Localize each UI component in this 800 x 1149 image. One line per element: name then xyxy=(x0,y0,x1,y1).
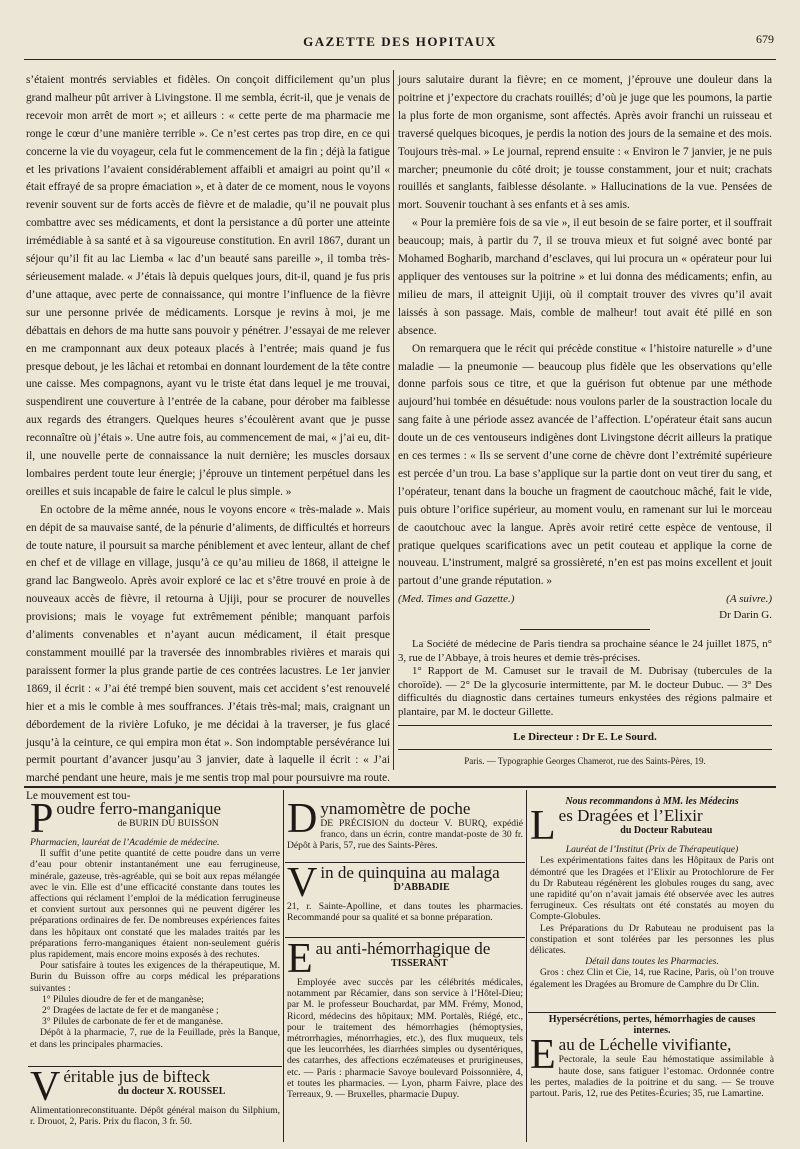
ad-subtitle: Lauréat de l’Institut (Prix de Thérapeutique) xyxy=(565,844,739,856)
ad-title: in de quinquina au malaga xyxy=(320,864,500,882)
ad-title: es Dragées et l’Elixir xyxy=(558,806,703,826)
article-paragraph: « Pour la première fois de sa vie », il eut besoin de se faire porter, et il souffrait beaucoup; mais, à partir du 7, il se trouva mieux et fut soigné avec bonté par Mohamed Bogharib, marchand d’esclaves, qui lui procura un « opérateur pour lui appliquer des ventouses sur la poitrine » et lui donna des médicaments; enfin, au milieu de mars, il atteignit Ujiji, où il comptait trouver des vivres qu’il avait laissés à son passage. Mais, comble de malheur! tout avait été pillé en son absence. xyxy=(398,217,772,337)
ad-title: au de Léchelle vivifiante, xyxy=(558,1035,732,1055)
ad-item: 2° Dragées de lactate de fer et de manganèse ; xyxy=(42,1005,219,1017)
ad-byline: de BURIN DU BUISSON xyxy=(117,818,219,829)
ad-dynamometre xyxy=(287,800,523,860)
ad-byline: du docteur X. ROUSSEL xyxy=(117,1086,226,1097)
ad-byline: TISSERANT xyxy=(390,958,448,969)
ad-divider xyxy=(285,862,525,863)
article-right-column xyxy=(398,72,772,771)
ad-depot: Dépôt à la pharmacie, 7, rue de la Feuillade, près la Banque, et dans les principales pharmacies. xyxy=(30,1027,280,1050)
notice-paragraph: 1° Rapport de M. Camuset sur le travail de M. Dubrisay (tubercules de la choroïde). — 2° De la glycosurie intermittente, par M. le docteur Dubuc. — 3° Des difficultés du diagnostic dans certaines tumeurs enkystées des régions palmaire et plantaire, par M. le docteur Gillette. xyxy=(398,665,772,718)
drop-cap: P xyxy=(30,800,54,842)
ad-divider xyxy=(285,937,525,938)
drop-cap: V xyxy=(30,1068,61,1110)
ad-eau-de-lechelle xyxy=(530,1014,774,1142)
drop-cap: V xyxy=(287,864,318,906)
ad-body: 21, r. Sainte-Apolline, et dans toutes les pharmacies. Recommandé pour sa qualité et sa bonne préparation. xyxy=(287,901,523,924)
ad-banner: Nous recommandons à MM. les Médecins xyxy=(565,796,739,807)
ad-vin-de-quinquina xyxy=(287,864,523,934)
ad-body: Alimentationreconstituante. Dépôt général maison du Silphium, r. Drouot, 2, Paris. Prix du flacon, 3 fr. 50. xyxy=(30,1105,280,1128)
article-paragraph: jours salutaire durant la fièvre; en ce moment, j’éprouve une douleur dans la poitrine et j’expectore du crachats rouillés; d’où je juge que les poumons, la partie la plus forte de mon organisme, sont affectés. Après avoir franchi un ruisseau et traversé quelques bicoques, je perdis la notion des jours de la semaine et des mois. Toujours très-mal. » Le journal, reprend ensuite : « Environ le 7 janvier, je ne puis marcher; pneumonie du côté droit; je tousse constamment, jour et nuit; crachats rouillés et sanglants, faiblesse désolante. » Hallucinations de la vue. Pensées de mort. Souvenir touchant à ses enfants et à ses amis. xyxy=(398,74,772,212)
ad-byline: du Docteur Rabuteau xyxy=(620,825,713,837)
drop-cap: L xyxy=(530,803,556,850)
article-signature xyxy=(398,591,772,623)
ad-body: Employée avec succès par les célébrités médicales, notamment par Récamier, dans son service à l’Hôtel-Dieu; par M. le professeur Bouchardat, par MM. Frémy, Monod, Ricord, médecins des hôpitaux; MM. Portalès, Riégé, etc., pour le traitement des hémorrhagies (hémoptysies, métrorrhagies, ménorrhagies, etc.), des flux muqueux, tels que les leucorrhées, les diarrhées simples ou dysentériques, des catarrhes, des affections eczémateuses et prurigineuses, etc. — Paris : pharmacie Savoye boulevard Poissonnière, 4, et toutes les pharmacies. — Lyon, pharm Faivre, place des Terreaux, 9. — Bruxelles, pharmacie Dupuy. xyxy=(287,977,523,1101)
ad-eau-anti-hemorrhagique xyxy=(287,940,523,1142)
article-source: (Med. Times and Gazette.) xyxy=(398,593,515,606)
header-rule xyxy=(24,59,776,60)
article-paragraph: On remarquera que le récit qui précède constitue « l’histoire naturelle » d’une maladie — la pneumonie — beaucoup plus fidèle que les observations qu’elle donne parfois sous ce titre, et que la guérison fut obtenue par une méthode aujourd’hui tombée en désuétude: nous voulons parler de la soustraction locale du sang faite à une période assez avancée de l’affection. L’opérateur était sans aucun doute un de ces ventouseurs indigènes dont Livingstone décrit ailleurs la pratique en ces termes : « Ils se servent d’une corne de chèvre dont l’extrémité supérieure est percée d’un trou. La base s’applique sur la partie dont on veut tirer du sang, et l’opérateur, tenant dans la bouche un fragment de caoutchouc mâché, fait le vide, puis obture l’orifice supérieur, au moment voulu, en ramenant sur lui le morceau de caoutchouc avec la langue. Après avoir retiré cette espèce de ventouse, il pratique quelques scarifications avec un petit couteau et applique la corne de nouveau. L’instrument, malgré sa grossièreté, n’en est pas moins excellent et jouit partout d’une grande réputation. » xyxy=(398,342,772,588)
ad-subtitle: Pharmacien, lauréat de l’Académie de médecine. xyxy=(30,837,220,848)
ad-body: DE PRÉCISION du docteur V. BURQ, expédié franco, dans un écrin, contre mandat-poste de 30 fr. Dépôt à Paris, 57, rue des Saints-Pères. xyxy=(287,818,523,852)
to-be-continued: (A suivre.) xyxy=(726,593,772,606)
ad-body: Les Préparations du Dr Rabuteau ne produisent pas la constipation et sont tolérées par les personnes les plus délicates. xyxy=(530,922,774,957)
drop-cap: D xyxy=(287,800,318,842)
drop-cap: E xyxy=(530,1032,556,1079)
ad-divider xyxy=(526,790,527,1142)
journal-title: GAZETTE DES HOPITAUX xyxy=(303,34,497,49)
ad-poudre-ferro-manganique xyxy=(30,800,280,1065)
page-number: 679 xyxy=(756,32,774,46)
ads-top-rule xyxy=(24,786,776,788)
director-line: Le Directeur : Dr E. Le Sourd. xyxy=(513,731,657,744)
notice-paragraph: La Société de médecine de Paris tiendra sa prochaine séance le 24 juillet 1875, n° 3, rue de l’Abbaye, à trois heures et demie très-précises. xyxy=(398,638,772,664)
page-header xyxy=(24,26,776,60)
ad-item: 3° Pilules de carbonate de fer et de manganèse. xyxy=(42,1016,223,1028)
separator xyxy=(520,629,650,630)
article-paragraph: s’étaient montrés serviables et fidèles. On conçoit difficilement qu’un plus grand malheur pût arriver à Livingstone. Il me sembla, écrit-il, que je venais de recevoir mon arrêt de mort »; et ailleurs : « cette perte de ma pharmacie me ronge le cœur d’une manière terrible ». Ce n’est certes pas trop dire, en ce qui concerne la vie du voyageur, cela fut le commencement de la fin ; déjà la fatigue et les privations l’avaient considérablement affaibli et amaigri au point qu’il « était effrayé de sa propre émaciation », et à dater de ce moment, nous le voyons revenir souvent sur de forts accès de fièvre et de maladie, qu’il ne pouvait plus combattre avec ses médicaments, et dont la persistance a dû porter une atteinte irrémédiable à sa santé et à sa vigoureuse constitution. En avril 1867, durant un séjour qu’il fit au lac Liemba « lac d’un beauté sans pareille », il tomba très-sérieusement malade. « J’étais là depuis quelques jours, dit-il, quand je fus pris d’une attaque, avec perte de connaissance, qui montre l’influence de la fièvre sur une personne privée de médicaments. Lorsque je revins à moi, je me débattais en dehors de ma hutte sans pouvoir y pénétrer. J’essayai de me relever en me cramponnant aux deux poteaux placés à l’entrée; mais quand je fus presque debout, je les lâchai et retombai en donnant lourdement de la tête contre une caisse. Mes compagnons, ayant vu le triste état dans lequel je me trouvai, suspendirent une couverture à l’entrée de la cabane, pour dérober ma faiblesse aux regards des étrangers. Quelques heures s’écoulèrent avant que je pusse reconnaître où j’étais ». Une autre fois, au commencement de mai, « j’ai eu, dit-il, une nouvelle perte de connaissance la nuit dernière; les muscles dorsaux lombaires perdent toute leur énergie; j’éprouve un tintement perpétuel dans les oreilles et suis incapable de faire le calcul le plus simple. » xyxy=(26,74,391,498)
ad-divider xyxy=(528,1012,776,1013)
ad-byline: D’ABBADIE xyxy=(393,882,450,893)
ad-banner: Hypersécrétions, pertes, hémorrhagies de causes internes. xyxy=(548,1014,756,1037)
ad-title: éritable jus de bifteck xyxy=(63,1068,211,1086)
column-divider xyxy=(393,70,394,770)
society-notice xyxy=(398,638,772,719)
ad-body: Pour satisfaire à toutes les exigences de la thérapeutique, M. Burin du Buisson offre au corps médical les préparations suivantes : xyxy=(30,960,280,994)
ad-body: Gros : chez Clin et Cie, 14, rue Racine, Paris, où l’on trouve également les Dragées au Bromure de Camphre du Dr Clin. xyxy=(530,967,774,990)
ad-body: Il suffit d’une petite quantité de cette poudre dans un verre d’eau pour obtenir instantanément une eau ferrugineuse, minérale, gazeuse, très-agréable, qui se boit aux repas mélangée avec le vin. Elle est d’une efficacité constante dans toutes les affections qui réclament l’emploi de la médication ferrugineuse et convient surtout aux personnes qui ne peuvent digérer les préparations ordinaires de fer. De nombreuses expériences faites dans les hôpitaux ont constaté que les malades traités par les préparations ferro-manganiques étaient non-seulement guéris plus rapidement, mais encore moins exposés à des rechutes. xyxy=(30,848,280,961)
drop-cap: E xyxy=(287,940,313,982)
ad-dragees-rabuteau xyxy=(530,796,774,1010)
ad-body: Les expérimentations faites dans les Hôpitaux de Paris ont démontré que les Dragées et l’Elixir au Protochlorure de Fer du Dr Rabuteau régénèrent les globules rouges du sang, avec une rapidité qu’on n’avait jamais été observée avec les autres ferrugineux. Ces résultats ont été constatés au moyen du Compte-Globules. xyxy=(530,855,774,923)
ad-divider xyxy=(283,790,284,1142)
printer-line: Paris. — Typographie Georges Chamerot, rue des Saints-Pères, 19. xyxy=(464,756,706,767)
article-left-column xyxy=(26,72,390,806)
ad-title: oudre ferro-manganique xyxy=(56,800,222,818)
ad-detail: Détail dans toutes les Pharmacies. xyxy=(585,956,719,968)
ad-title: au anti-hémorrhagique de xyxy=(315,940,491,958)
ad-item: 1° Pilules dioudre de fer et de manganèse; xyxy=(42,993,204,1005)
ad-jus-de-bifteck xyxy=(30,1068,280,1140)
ad-title: ynamomètre de poche xyxy=(320,800,471,818)
ad-divider xyxy=(28,1066,282,1067)
ad-body: Pectorale, la seule Eau hémostatique assimilable à haute dose, sans fatiguer l’estomac. Ordonnée contre les pertes, maladies de la poitrine et du sang. — Se trouve partout. Paris, 12, rue des Petites-Écuries; 35, rue Lamartine. xyxy=(530,1054,774,1100)
article-paragraph: En octobre de la même année, nous le voyons encore « très-malade ». Mais en dépit de sa mauvaise santé, de la pénurie d’aliments, de difficultés et horreurs de toute nature, il poursuit sa marche péniblement et avec lenteur, allant de chef en chef et de village en village, jusqu’à ce qu’au milieu de 1868, il atteigne le grand lac Bangweolo. Après avoir exploré ce lac et s’être trouvé en proie à de nouveaux accès de fièvre, il retourna à Ujiji, pour se procurer de nouvelles provisions; mais le voyage fut extrêmement pénible; manquant parfois d’aliments convenables et n’ayant aucun médicament, il était presque constamment mouillé par la traversée des innombrables rivières et marais qui paraissent former la plus grande partie de ces contrées lacustres. Le 1er janvier 1869, il écrit : « J’ai été trempé bien souvent, mais cet accident s’est renouvelé hier et a mis le comble à mes souffrances. J’étais très-mal; mais, craignant un débordement de la rivière Lofuko, je me décidai à la traverser, je fus glacé jusqu’à la ceinture, ce qui empira mon état ». Son indomptable persévérance lui permit pourtant d’avancer jusqu’au 3 janvier, date à laquelle il écrit : « J’ai marché pendant une heure, mais je me sentis trop mal pour poursuivre ma route. Le mouvement est tou- xyxy=(26,503,390,803)
article-author: Dr Darin G. xyxy=(719,609,772,622)
